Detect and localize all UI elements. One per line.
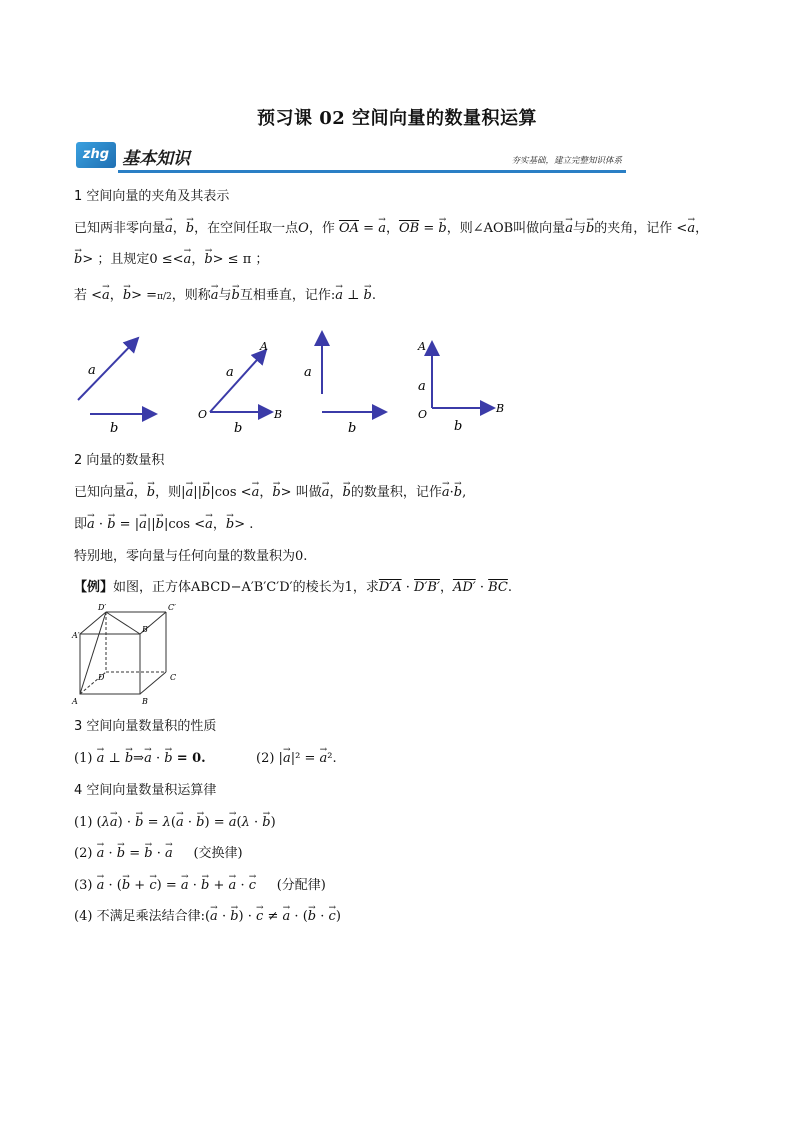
cube-label-d1: D′ [98, 603, 107, 612]
section3-property2: (2) |→ a|² = → a². [256, 750, 337, 768]
fig4-b-label: b [454, 419, 463, 434]
section1-line1: 已知两非零向量→ a，→ b，在空间任取一点O，作 $\overline{OA}$ = → a，$\overline{OB}$ = → b，则∠AOB叫做向量→ a与→ b的夹角，记作 <→ a， [74, 220, 708, 238]
section2-line3: 特别地，零向量与任何向量的数量积为0. [74, 549, 308, 564]
fig1-a-label: a [88, 363, 96, 378]
figure-2 [198, 340, 282, 436]
section3-heading: 3 空间向量数量积的性质 [74, 719, 217, 734]
banner-title: 基本知识 [122, 149, 190, 169]
cube-label-a1: A′ [72, 631, 80, 640]
example-tag: 【例】 [74, 580, 114, 595]
section1-line3: 若 <→ a，→ b> =π/2，则称→ a与→ b互相垂直，记作:→ a ⊥ → b. [74, 287, 376, 306]
cube-label-b1: B′ [142, 625, 150, 634]
fig3-b-label: b [348, 421, 357, 436]
fig2-O-label: O [198, 408, 208, 421]
fig4-A-label: A [418, 340, 426, 353]
rule-2: (2) → a · → b = → b · → a (交换律) [74, 845, 243, 863]
fig2-B-label: B [274, 408, 283, 421]
example-line: 【例】如图，正方体ABCD−A′B′C′D′的棱长为1，求D′A · D′B′，$AD' \cdot \overline{BC}$. [74, 580, 513, 595]
figure-3 [304, 332, 386, 436]
fig4-a-label: a [418, 379, 426, 394]
vector-a-arrow [78, 338, 138, 400]
rule-4: (4) 不满足乘法结合律:(→ a · → b) · → c ≠ → a · (→ b · → c) [74, 908, 341, 926]
section1-line2: → b> ；且规定0 ≤<→ a，→ b> ≤ π ； [74, 251, 268, 269]
section2-heading: 2 向量的数量积 [74, 453, 165, 468]
banner-underline [118, 170, 626, 173]
fig2-b-label: b [234, 421, 243, 436]
rule-1: (1) (λ→ a) · → b = λ(→ a · → b) = → a(λ · → b) [74, 814, 276, 832]
cube-label-a: A [72, 697, 78, 706]
fig2-a-label: a [226, 365, 234, 380]
section1-heading: 1 空间向量的夹角及其表示 [74, 189, 230, 204]
section3-property1: (1) → a ⊥ → b⇒→ a · → b = 0. [74, 750, 206, 768]
zhg-logo: zhg [76, 142, 116, 168]
figure-1 [78, 338, 156, 436]
cube-label-c: C [170, 673, 177, 682]
fig4-O-label: O [418, 408, 428, 421]
fig4-B-label: B [496, 402, 505, 415]
rule-3: (3) → a · (→ b + → c) = → a · → b + → a · → c (分配律) [74, 877, 326, 895]
vector-angle-figures [60, 330, 520, 440]
fig3-a-label: a [304, 365, 312, 380]
section-banner [74, 140, 626, 174]
cube-label-b: B [142, 697, 148, 706]
cube-label-c1: C′ [168, 603, 176, 612]
fig2-A-label: A [260, 340, 268, 353]
section2-line1: 已知向量→ a，→ b，则|→ a||→ b|cos <→ a，→ b> 叫做→ a，→ b的数量积，记作→ a·→ b, [74, 484, 466, 502]
vector-oa-arrow [210, 350, 266, 412]
banner-subtitle: 夯实基础，建立完整知识体系 [511, 156, 622, 166]
fig1-b-label: b [110, 421, 119, 436]
cube-label-d: D [98, 673, 105, 682]
section2-line2: 即→ a · → b = |→ a||→ b|cos <→ a，→ b> . [74, 516, 253, 534]
cube-figure [70, 600, 190, 712]
figure-4 [417, 340, 504, 434]
page-title: 预习课 02 空间向量的数量积运算 [256, 108, 538, 129]
section4-heading: 4 空间向量数量积运算律 [74, 783, 217, 798]
